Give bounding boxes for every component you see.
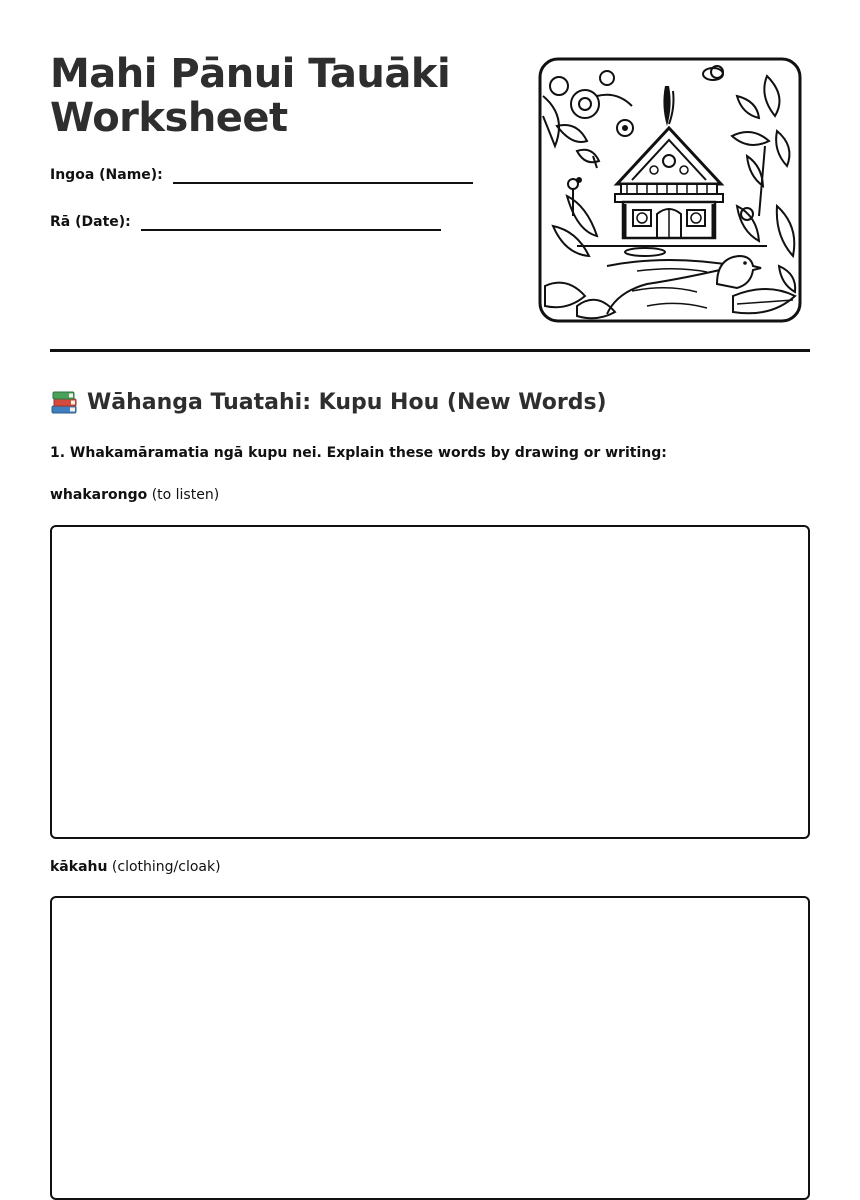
title-line-1: Mahi Pānui Tauāki [50,51,451,97]
vocab-term: whakarongo [50,487,148,503]
answer-box-kakahu[interactable] [50,896,810,1200]
name-label: Ingoa (Name): [50,167,163,183]
books-icon [50,390,78,416]
date-label: Rā (Date): [50,214,131,230]
header-divider [50,349,810,352]
question-1-instruction: 1. Whakamāramatia ngā kupu nei. Explain these words by drawing or writing: [50,445,667,461]
vocab-term: kākahu [50,859,108,875]
date-write-line[interactable] [141,211,441,231]
section-1-heading [50,388,607,418]
vocab-translation: (clothing/cloak) [111,859,221,875]
name-write-line[interactable] [173,164,473,184]
title-line-2: Worksheet [50,95,288,141]
answer-box-whakarongo[interactable] [50,525,810,839]
vocab-word-whakarongo [50,487,219,503]
date-field [50,211,441,231]
wharenui-illustration [537,56,803,324]
name-field [50,164,473,184]
worksheet-title [50,52,450,140]
vocab-word-kakahu [50,859,221,875]
section-1-title: Wāhanga Tuatahi: Kupu Hou (New Words) [87,390,607,415]
vocab-translation: (to listen) [151,487,220,503]
